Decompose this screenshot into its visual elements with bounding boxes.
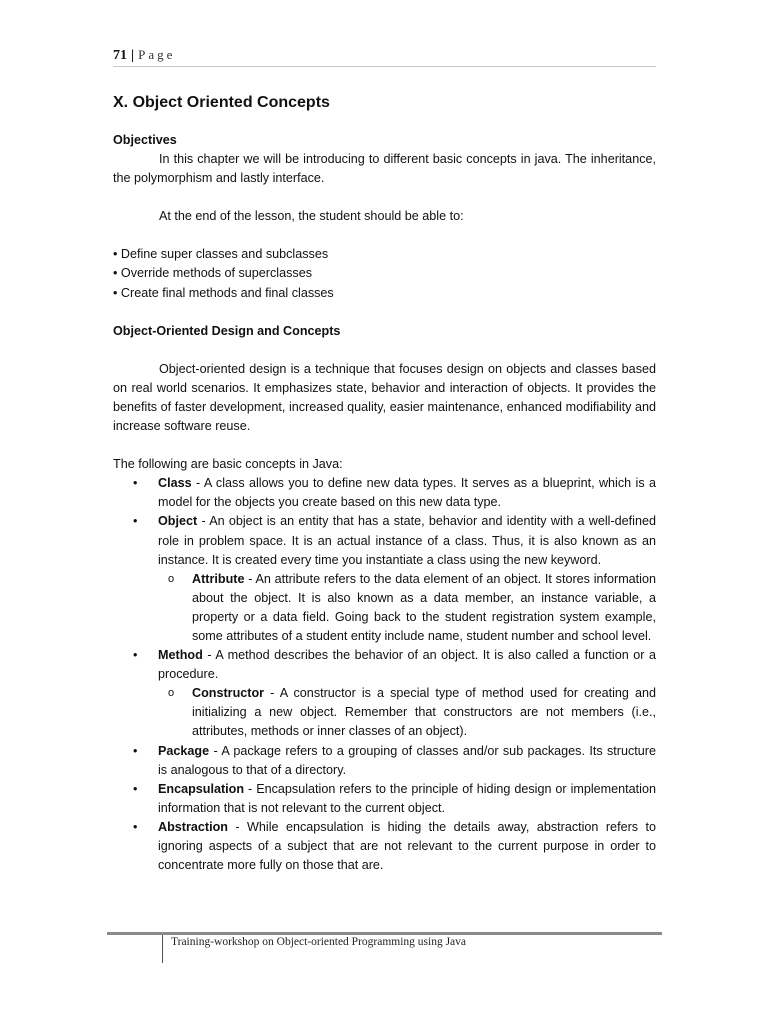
concept-term: Class [158,476,192,491]
page-word: Page [138,47,176,62]
document-page [113,0,656,1024]
bullet: • [133,819,138,834]
bullet: • [133,743,138,758]
concept-object [113,512,656,646]
spacer [113,226,656,245]
concept-term: Method [158,648,203,663]
concept-definition: - A package refers to a grouping of classes and/or sub packages. Its structure is analogous to that of a directory. [158,743,656,777]
page-number: 71 [113,48,127,63]
ood-paragraph: Object-oriented design is a technique that focuses design on objects and classes based on real world scenarios. It emphasizes state, behavior and interaction of objects. It provides the benefits of faster development, increased quality, easier maintenance, enhanced modifiability and increase software reuse. [113,361,656,434]
concept-encapsulation [113,780,656,818]
concept-definition: - Encapsulation refers to the principle of hiding design or implementation information that is not relevant to the current object. [158,781,656,815]
concept-constructor [158,684,656,741]
objectives-heading: Objectives [113,133,177,147]
concept-definition: - An object is an entity that has a state, behavior and identity with a well-defined role in problem space. It is an actual instance of a class. Thus, it is also known as an instance. It is created every time you instantiate a class using the new keyword. [158,514,656,567]
spacer [113,303,656,322]
page-footer [107,932,662,948]
concept-term: Constructor [192,686,265,701]
object-sublist [158,570,656,646]
objective-item: • Create final methods and final classes [113,285,334,300]
objective-item: • Define super classes and subclasses [113,247,329,262]
concept-definition: - While encapsulation is hiding the details away, abstraction refers to ignoring aspects of a subject that are not relevant to the current purpose in order to concentrate more fully on those that are. [158,819,656,873]
bullet: • [133,476,138,491]
document-body [113,92,656,875]
end-of-lesson-text: At the end of the lesson, the student should be able to: [159,209,464,224]
method-sublist [158,684,656,741]
header-separator: | [131,48,135,63]
chapter-title: X. Object Oriented Concepts [113,94,330,111]
spacer [113,341,656,360]
concept-method [113,646,656,741]
sub-bullet: o [168,687,175,700]
concept-definition: - An attribute refers to the data element of an object. It stores information about the object. It is also known as a data member, an instance variable, a property or a data field. Going back to the student registration system example, some attributes of a student entity include name, student number and school level. [192,571,656,643]
footer-text: Training-workshop on Object-oriented Programming using Java [171,936,467,948]
concept-abstraction [113,818,656,875]
concept-term: Object [158,514,198,529]
bullet: • [133,781,138,796]
concept-attribute [158,570,656,646]
objective-item: • Override methods of superclasses [113,266,312,281]
concept-term: Package [158,743,210,758]
concepts-intro: The following are basic concepts in Java: [113,457,343,472]
ood-heading: Object-Oriented Design and Concepts [113,323,341,338]
concept-term: Abstraction [158,819,228,834]
spacer [113,188,656,207]
bullet: • [133,648,138,663]
concept-definition: - A method describes the behavior of an object. It is also called a function or a procedure. [158,648,656,682]
bullet: • [133,514,138,529]
concept-definition: - A constructor is a special type of method used for creating and initializing a new object. Remember that constructors are not members (i.e., attributes, methods or inner classes of an object). [192,686,656,739]
footer-rule [107,932,662,935]
concept-term: Attribute [192,571,245,586]
objectives-list [113,245,656,302]
page-header [113,46,656,67]
sub-bullet: o [168,572,175,585]
spacer [113,436,656,455]
concept-definition: - A class allows you to define new data types. It serves as a blueprint, which is a model for the objects you create based on this new data type. [158,476,656,510]
footer-divider [162,935,163,963]
concept-term: Encapsulation [158,781,245,796]
concept-package [113,742,656,780]
concepts-list [113,474,656,875]
objectives-intro: In this chapter we will be introducing to different basic concepts in java. The inheritance, the polymorphism and lastly interface. [113,152,656,186]
concept-class [113,474,656,512]
